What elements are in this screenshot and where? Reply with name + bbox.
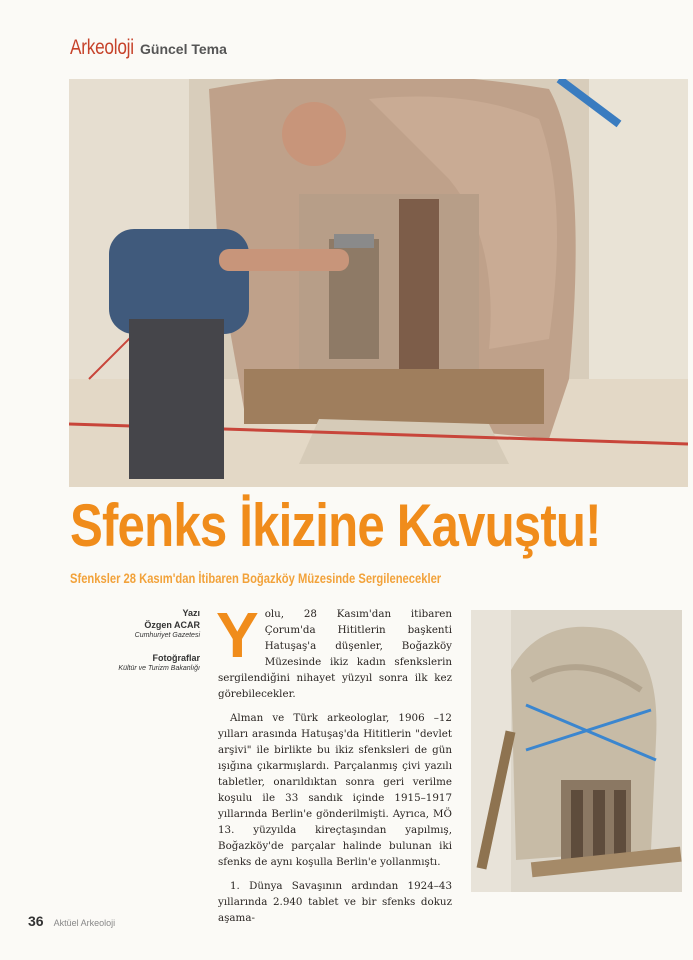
author-label: Yazı <box>182 608 200 618</box>
credits-block <box>70 608 200 672</box>
article-body <box>216 599 452 934</box>
paragraph: 1. Dünya Savaşının ardından 1924–43 yıllarında 2.940 tablet ve bir sfenks dokuz aşama- <box>218 880 452 924</box>
drop-cap: Y <box>216 599 259 671</box>
article-subtitle: Sfenksler 28 Kasım'dan İtibaren Boğazköy Müzesinde Sergilenecekler <box>70 570 442 586</box>
author-name: Özgen ACAR <box>144 620 200 630</box>
page-footer <box>28 913 115 929</box>
page-number: 36 <box>28 913 44 929</box>
author-org: Cumhuriyet Gazetesi <box>134 632 200 639</box>
brand-logo: Arkeoloji <box>70 36 134 59</box>
hero-photo <box>69 79 688 487</box>
section-label: Güncel Tema <box>140 41 227 57</box>
photo-org: Kültür ve Turizm Bakanlığı <box>118 665 200 672</box>
paragraph-text: olu, 28 Kasım'dan itibaren Çorum'da Hititlerin başkenti Hatuşaş'a düşenler, Boğazköy Müzesinde ikiz kadın sfenkslerin sergilendiğini nihayet yüzyıl sonra ilk kez görebilecekler. <box>218 608 452 700</box>
magazine-name: Aktüel Arkeoloji <box>53 918 116 928</box>
page-header <box>70 36 227 66</box>
sphinx-photo <box>471 610 682 892</box>
article-title: Sfenks İkizine Kavuştu! <box>70 492 601 559</box>
paragraph <box>216 599 452 702</box>
paragraph: Alman ve Türk arkeologlar, 1906 –12 yılları arasında Hatuşaş'da Hititlerin "devlet arşivi" ile birlikte bu ikiz sfenksleri de gün ışığına çıkarmışlardı. Parçalanmış çivi yazılı tabletler, onarıldıktan sonra geri verilme koşulu ile 33 sandık içinde 1915–1917 yıllarında Berlin'e gönderilmişti. Ayrıca, MÖ 13. yüzyılda kireçtaşından yapılmış, Boğazköy'de parçalar halinde bulunan iki sfenks de aynı koşulla Berlin'e yollanmıştı. <box>218 712 452 868</box>
photo-label: Fotoğraflar <box>152 653 200 663</box>
